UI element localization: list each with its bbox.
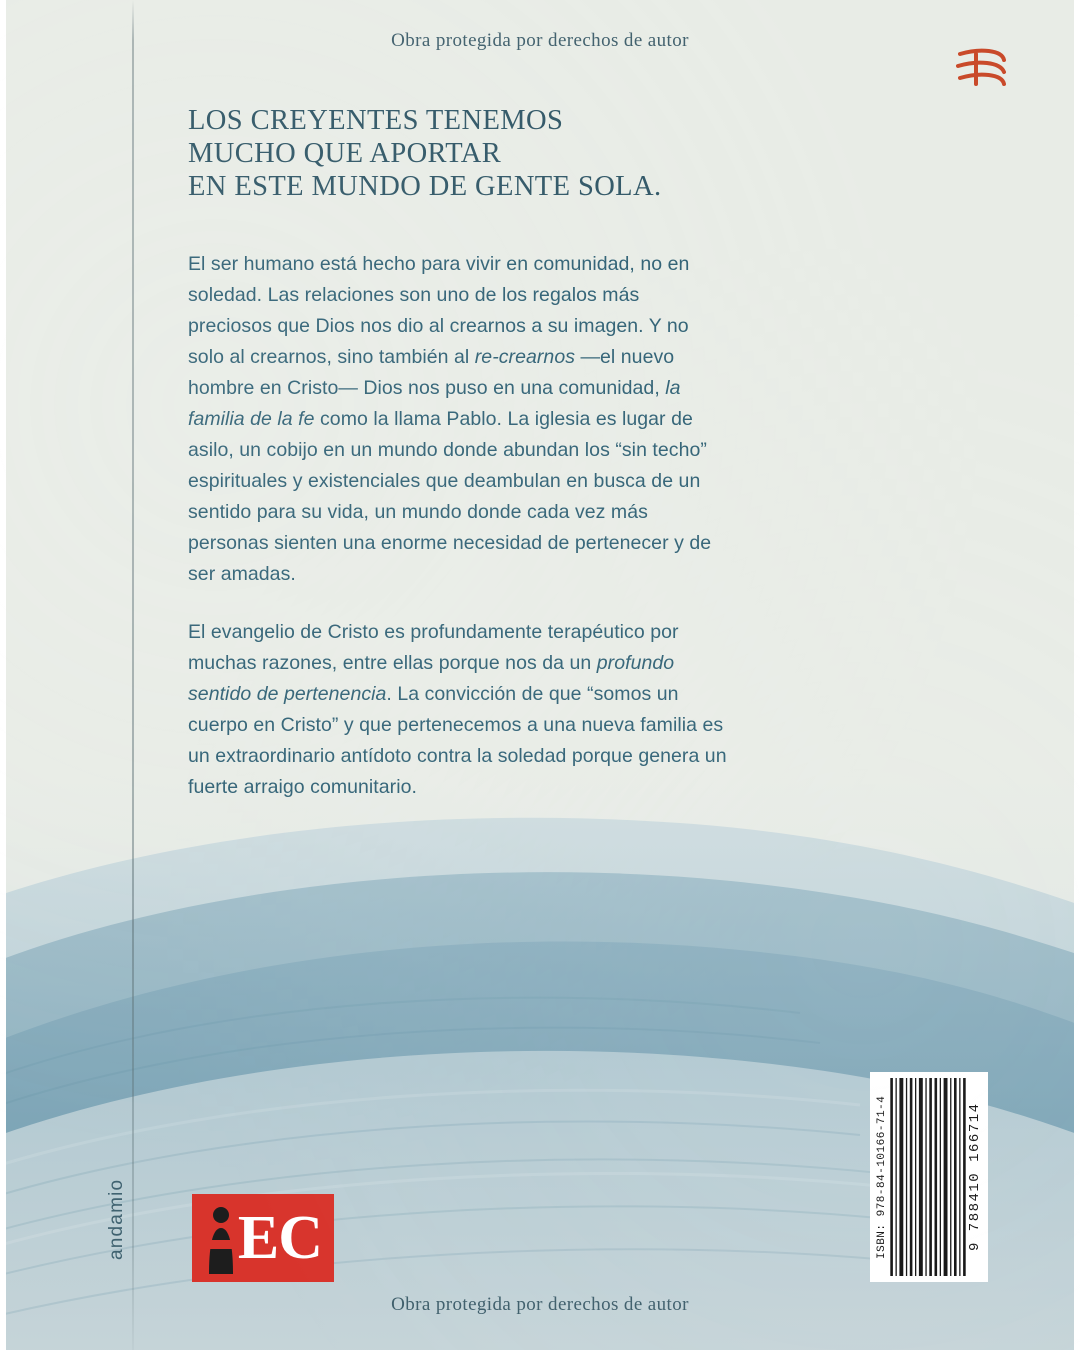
scan-margin-right xyxy=(1074,0,1080,1350)
blurb-p2-italic1: profundo sentido de pertenencia xyxy=(188,652,675,705)
scan-margin-left xyxy=(0,0,6,1350)
barcode-bars xyxy=(889,1078,967,1276)
blurb-p1-seg1: El ser humano está hecho para vivir en comunidad, no en soledad. Las relaciones son uno de los regalos más preciosos que Dios nos dio al crearnos a su imagen. Y no solo al crearnos, sino también al xyxy=(188,253,690,368)
headline-line-3: EN ESTE MUNDO DE GENTE SOLA. xyxy=(188,171,662,202)
blurb-p1-seg3: como la llama Pablo. La iglesia es lugar de asilo, un cobijo en un mundo donde abundan los “sin techo” espirituales y existenciales que deambulan en busca de un sentido para su vida, un mundo donde cada vez más personas sienten una enorme necesidad de pertenecer y de ser amadas. xyxy=(188,408,712,585)
blurb-p1-italic2: la familia de la fe xyxy=(188,377,681,430)
headline xyxy=(188,104,728,203)
copyright-notice-top: Obra protegida por derechos de autor xyxy=(391,30,689,51)
publisher-logo xyxy=(192,1194,334,1282)
imprint-name-vertical: andamio xyxy=(106,1178,127,1260)
blurb-p1-seg2: —el nuevo hombre en Cristo— Dios nos puso en una comunidad, xyxy=(188,346,675,399)
isbn-barcode xyxy=(870,1072,988,1282)
blurb-p1-italic1: re-crearnos xyxy=(474,346,576,368)
reader-silhouette-icon xyxy=(204,1204,238,1274)
back-cover-text-block xyxy=(188,104,728,803)
blurb-p2-seg1: El evangelio de Cristo es profundamente terapéutico por muchas razones, entre ellas porque nos da un xyxy=(188,621,679,674)
blurb-p2-seg2: . La convicción de que “somos un cuerpo en Cristo” y que pertenecemos a una nueva familia es un extraordinario antídoto contra la soledad porque genera un fuerte arraigo comunitario. xyxy=(188,683,727,798)
publisher-logo-text: EC xyxy=(237,1204,322,1272)
headline-line-2: MUCHO QUE APORTAR xyxy=(188,138,502,169)
blurb-paragraph-2 xyxy=(188,617,728,803)
barcode-digits: 9 788410 166714 xyxy=(967,1102,983,1252)
isbn-label: ISBN: 978-84-10166-71-4 xyxy=(876,1095,888,1259)
corner-mark-icon xyxy=(954,44,1008,98)
headline-line-1: LOS CREYENTES TENEMOS xyxy=(188,105,564,136)
copyright-notice-bottom: Obra protegida por derechos de autor xyxy=(391,1294,689,1315)
blurb-paragraph-1 xyxy=(188,249,728,590)
spine-gutter-line xyxy=(132,0,134,1350)
